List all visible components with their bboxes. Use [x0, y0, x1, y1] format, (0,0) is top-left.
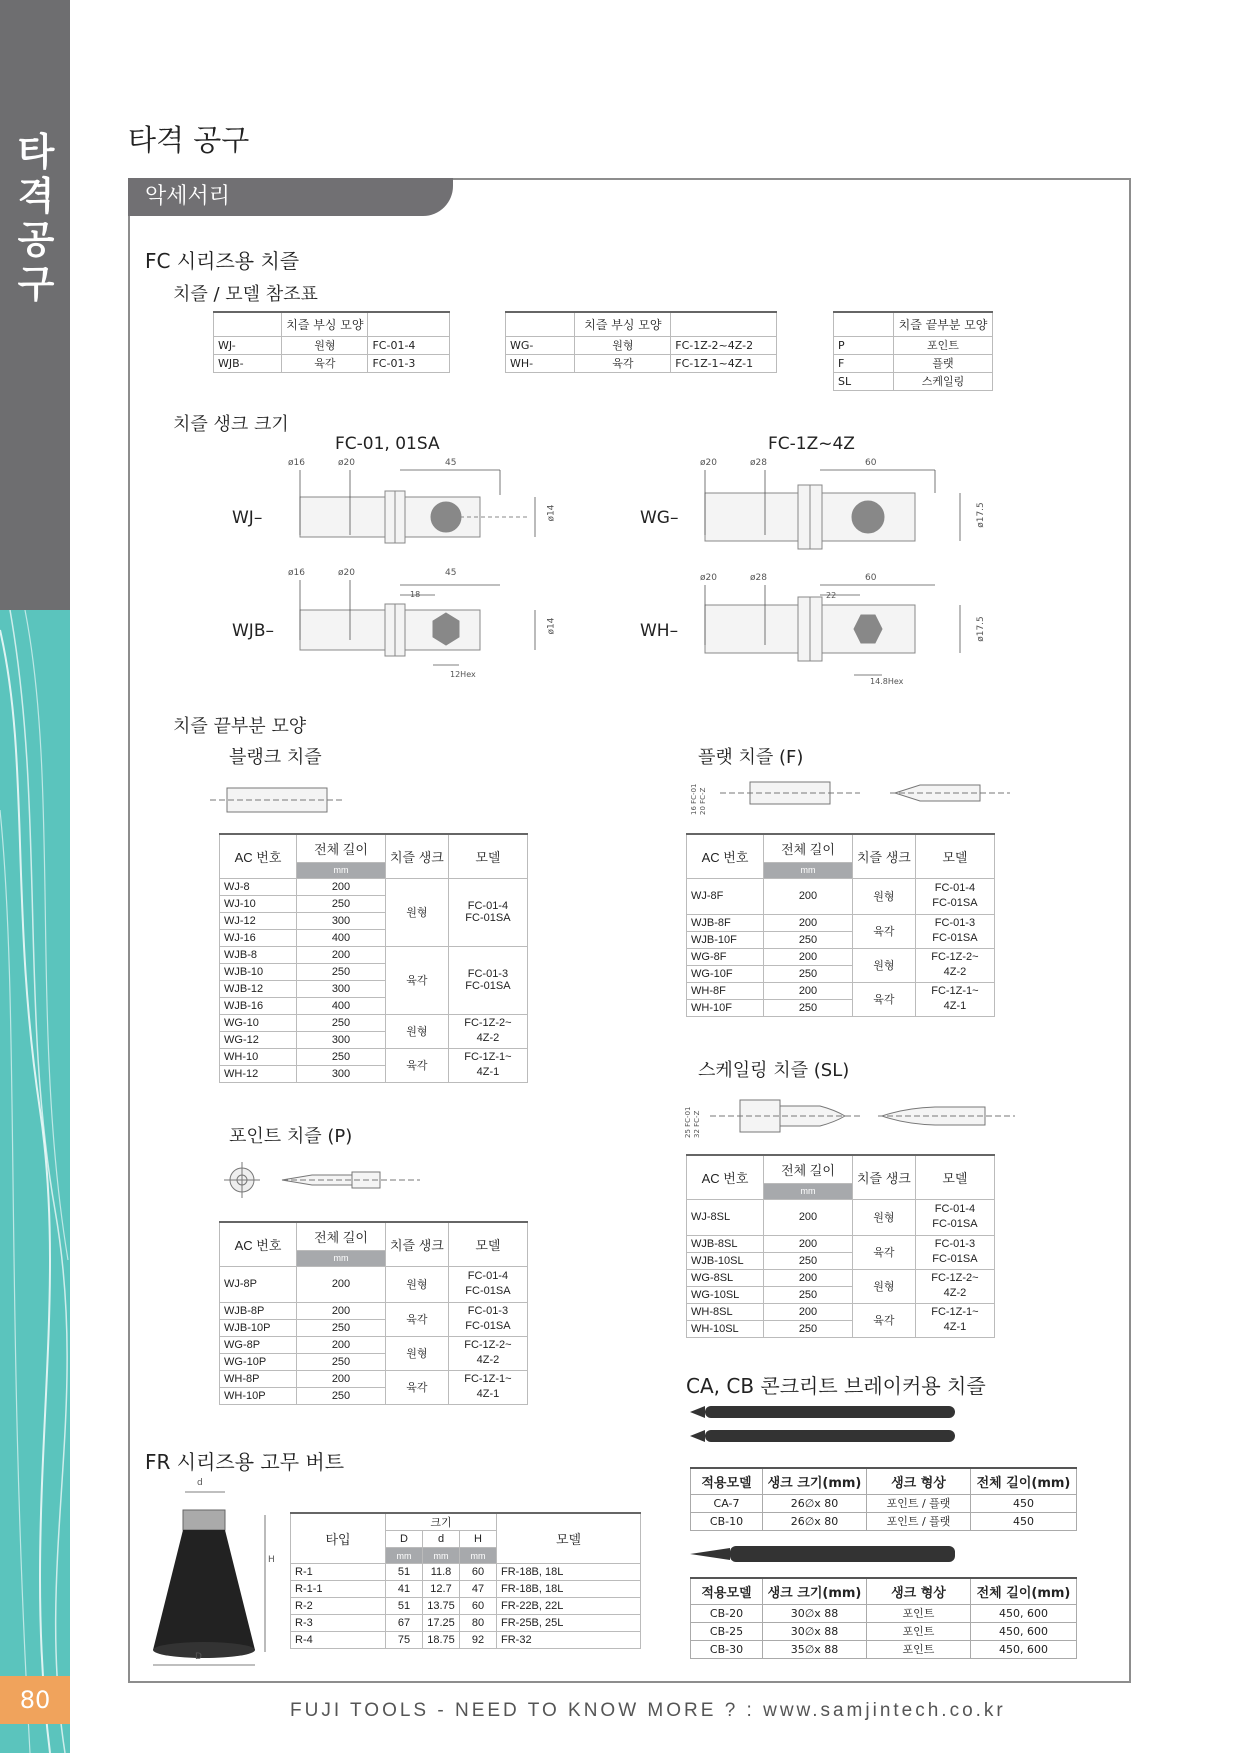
- dim-label: 60: [865, 573, 877, 583]
- fr-table: 타입 크기 모델 D d H mm mm mm R-1 51 11.8 60 FR-18B, 18L R-1-1 41 12.7 47 FR-18B, 18L R-2 51 13.75 60 FR-22B, 22L R-3 67 17.25 80 FR-25B, 25L R-4 75 18.75 92 FR-32: [290, 1512, 641, 1649]
- dim-label: ø14: [546, 504, 557, 522]
- dim-label: D: [195, 1652, 202, 1662]
- shank-diagram-right: [640, 455, 990, 695]
- cacb-chisel-image: [690, 1400, 960, 1450]
- blank-chisel-title: 블랭크 치즐: [229, 747, 322, 768]
- section-tab: 악세서리: [128, 178, 453, 216]
- dim-label: 18: [410, 590, 421, 599]
- shank-size-title: 치즐 생크 크기: [173, 414, 289, 435]
- cacb-title: CA, CB 콘크리트 브레이커용 치즐: [686, 1374, 986, 1398]
- dim-label: ø28: [750, 573, 767, 583]
- label-wh: WH–: [640, 621, 679, 641]
- dim-label: 45: [445, 458, 457, 468]
- dim-label: ø17.5: [975, 616, 986, 642]
- dim-label: 45: [445, 568, 457, 578]
- scaling-side-label: 25 FC-01 32 FC-Z: [684, 1106, 701, 1138]
- label-wj: WJ–: [232, 508, 263, 528]
- diagram-right-title: FC-1Z~4Z: [768, 434, 855, 454]
- dim-label: ø28: [750, 458, 767, 468]
- blank-chisel-icon: [210, 785, 345, 815]
- flat-chisel-table: AC 번호 전체 길이 치즐 생크 모델 mm WJ-8F 200 원형 FC-01-4 FC-01SA WJB-8F 200 육각 FC-01-3 FC-01SA WJB-10F 250 WG-8F 200 원형 FC-1Z-2~ 4Z-2 WG-10F 250 WH-8F 200 육각 FC-1Z-1~ 4Z-1 WH-10F 250: [686, 833, 995, 1017]
- point-chisel-table: AC 번호 전체 길이 치즐 생크 모델 mm WJ-8P 200 원형 FC-01-4 FC-01SA WJB-8P 200 육각 FC-01-3 FC-01SA WJB-10P 250 WG-8P 200 원형 FC-1Z-2~ 4Z-2 WG-10P 250 WH-8P 200 육각 FC-1Z-1~ 4Z-1 WH-10P 250: [219, 1221, 528, 1405]
- point-chisel-title: 포인트 치즐 (P): [229, 1126, 353, 1147]
- shank-diagram-left: [230, 455, 560, 685]
- dim-label: d: [197, 1478, 203, 1488]
- dim-label: ø16: [288, 458, 305, 468]
- fr-title: FR 시리즈용 고무 버트: [145, 1450, 345, 1474]
- flat-chisel-title: 플랫 치즐 (F): [698, 747, 804, 768]
- dim-label: ø16: [288, 568, 305, 578]
- label-wg: WG–: [640, 508, 679, 528]
- point-chisel-icon: [222, 1160, 422, 1200]
- dim-label: 22: [826, 591, 837, 600]
- dim-label: 12Hex: [450, 670, 476, 679]
- footer-text: FUJI TOOLS - NEED TO KNOW MORE ? : www.samjintech.co.kr: [290, 1700, 1006, 1721]
- dim-label: ø17.5: [975, 502, 986, 528]
- dim-label: 60: [865, 458, 877, 468]
- label-wjb: WJB–: [232, 621, 274, 641]
- cacb-table-2: 적용모델 생크 크기(mm) 생크 형상 전체 길이(mm) CB-20 30∅x 88 포인트 450, 600 CB-25 30∅x 88 포인트 450, 600 CB-30 35∅x 88 포인트 450, 600: [690, 1577, 1077, 1659]
- scaling-chisel-title: 스케일링 치즐 (SL): [698, 1060, 850, 1081]
- flat-side-label: 16 FC-01 20 FC-Z: [690, 783, 707, 815]
- flat-chisel-icon: [720, 776, 1020, 810]
- dim-label: ø20: [338, 458, 355, 468]
- dim-label: 14.8Hex: [870, 677, 904, 686]
- ref-table-title: 치즐 / 모델 참조표: [173, 284, 318, 305]
- dim-label: H: [268, 1555, 275, 1565]
- ref-table-1: 치즐 부싱 모양 WJ- 원형 FC-01-4 WJB- 육각 FC-01-3: [213, 311, 450, 373]
- fc-section-title: FC 시리즈용 치즐: [145, 249, 300, 273]
- diagram-left-title: FC-01, 01SA: [335, 434, 440, 454]
- dim-label: ø14: [546, 617, 557, 635]
- scaling-chisel-icon: [710, 1096, 1020, 1136]
- blank-chisel-table: AC 번호 전체 길이 치즐 생크 모델 mm WJ-8 200 원형 FC-01-4 FC-01SA WJ-10 250 WJ-12 300 WJ-16 400 WJB-8 200 육각 FC-01-3 FC-01SA WJB-10 250 WJB-12 300 WJB-16 400 WG-10 250 원형 FC-1Z-2~ 4Z-2 WG-12 300 WH-10 250 육각 FC-1Z-1~ 4Z-1 WH-12 300: [219, 833, 528, 1083]
- sidebar-title: 타격 공구: [17, 130, 55, 306]
- page-title: 타격 공구: [128, 123, 250, 157]
- dim-label: ø20: [700, 573, 717, 583]
- cacb-table-1: 적용모델 생크 크기(mm) 생크 형상 전체 길이(mm) CA-7 26∅x 80 포인트 / 플랫 450 CB-10 26∅x 80 포인트 / 플랫 450: [690, 1467, 1077, 1531]
- sidebar-wave-decoration: [0, 610, 70, 1753]
- dim-label: ø20: [700, 458, 717, 468]
- tip-shape-title: 치즐 끝부분 모양: [173, 716, 307, 737]
- rubber-butt-image: [145, 1480, 285, 1670]
- ref-table-3: 치즐 끝부분 모양 P 포인트 F 플랫 SL 스케일링: [833, 311, 993, 391]
- dim-label: ø20: [338, 568, 355, 578]
- page-number: 80: [0, 1676, 70, 1724]
- scaling-chisel-table: AC 번호 전체 길이 치즐 생크 모델 mm WJ-8SL 200 원형 FC-01-4 FC-01SA WJB-8SL 200 육각 FC-01-3 FC-01SA WJB-10SL 250 WG-8SL 200 원형 FC-1Z-2~ 4Z-2 WG-10SL 250 WH-8SL 200 육각 FC-1Z-1~ 4Z-1 WH-10SL 250: [686, 1154, 995, 1338]
- cb-chisel-image: [690, 1540, 960, 1570]
- ref-table-2: 치즐 부싱 모양 WG- 원형 FC-1Z-2~4Z-2 WH- 육각 FC-1Z-1~4Z-1: [505, 311, 777, 373]
